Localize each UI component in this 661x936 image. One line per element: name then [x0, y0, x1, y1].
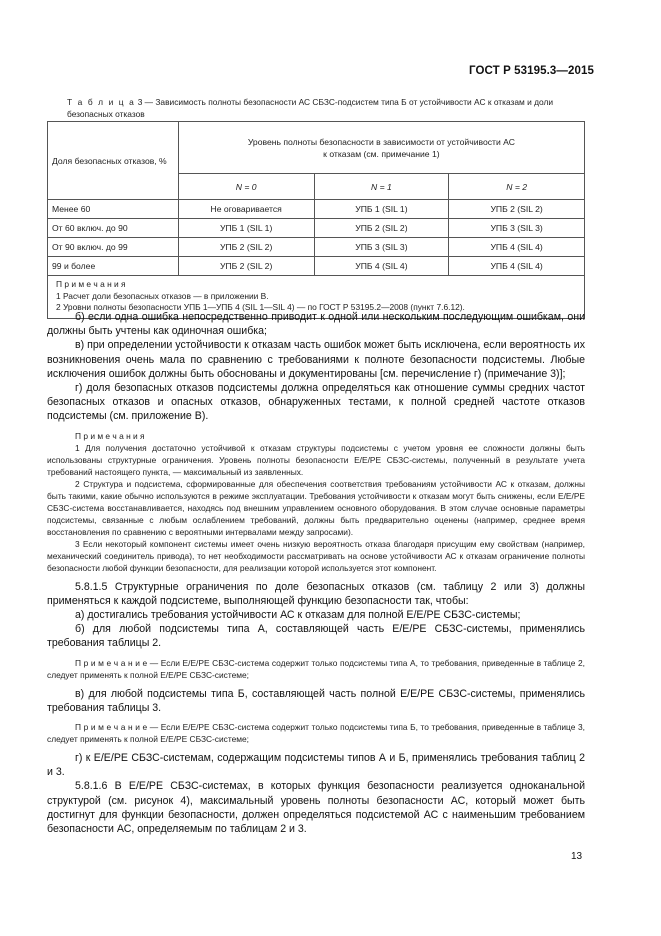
table-note-1: 1 Расчет доли безопасных отказов — в приложении В.: [56, 290, 269, 301]
note-2: 2 Структура и подсистема, сформированные для обеспечения соответствия требованиям устойчивости АС к отказам, должны быть такими, какие обычно используются в режиме эксплуатации. Требования устойчивости к отказам могут быть снижены, если E/E/PE СБЗС-система восстанавливается, находясь под внешним управлением основного оборудования. В этом случае основные параметры подсистемы, связанные с любым ослаблением требований, должны быть предварительно оценены (например, среднее время восстановления по сравнению с вероятными интервалами между запросами).: [47, 478, 585, 537]
standard-header: ГОСТ Р 53195.3—2015: [469, 65, 594, 77]
cell: УПБ 4 (SIL 4): [449, 238, 585, 257]
header-n0: N = 0: [178, 174, 314, 200]
row-label: От 60 включ. до 90: [48, 219, 179, 238]
header-group-line2: к отказам (см. примечание 1): [323, 148, 440, 159]
cell: УПБ 2 (SIL 2): [178, 257, 314, 276]
row-label: От 90 включ. до 99: [48, 238, 179, 257]
item-g: г) доля безопасных отказов подсистемы должна определяться как отношение суммы средних частот безопасных отказов и опасных отказов, обнаруженных тестами, к полной средней частоте отказов подсистемы (см. приложение В).: [47, 382, 585, 423]
header-group: [178, 122, 584, 174]
cell: УПБ 2 (SIL 2): [178, 238, 314, 257]
table-row: [48, 200, 585, 219]
item-b: б) если одна ошибка непосредственно приводит к одной или нескольким последующим ошибкам, они должны быть учтены как одиночная ошибка;: [47, 311, 585, 338]
cell: УПБ 4 (SIL 4): [449, 257, 585, 276]
table-notes-title: П р и м е ч а н и я: [56, 279, 126, 289]
table-header-row: [48, 122, 585, 174]
clause-5-8-1-6: 5.8.1.6 В E/E/PE СБЗС-системах, в которых функция безопасности реализуется одноканальной структурой (см. рисунок 4), максимальный уровень полноты безопасности АС, который может быть достигнут для функции безопасности, должен определяться подсистемой АС с наименьшим требованием безопасности АС, определяемым по таблицам 2 и 3.: [47, 780, 585, 836]
header-n2: N = 2: [449, 174, 585, 200]
row-label: 99 и более: [48, 257, 179, 276]
table-caption: [67, 96, 587, 120]
item-v: в) при определении устойчивости к отказам часть ошибок может быть исключена, если вероятность их возникновения очень мала по сравнению с требованиями к полноте безопасности подсистемы. Любые исключения ошибок должны быть обоснованы и документированы [см. перечисление г) (примечание 3)];: [47, 339, 585, 380]
notes-title: П р и м е ч а н и я: [75, 430, 145, 441]
cell: Не оговаривается: [178, 200, 314, 219]
cell: УПБ 3 (SIL 3): [314, 238, 449, 257]
note-type-a: П р и м е ч а н и е — Если E/E/PE СБЗС-система содержит только подсистемы типа А, то требования, приведенные в таблице 2, следует применять к полной E/E/PE СБЗС-системе;: [47, 657, 585, 680]
clause-item-a: а) достигались требования устойчивости АС к отказам для полной E/E/PE СБЗС-системы;: [75, 609, 521, 622]
page-number: 13: [571, 851, 583, 862]
table-3: [47, 121, 585, 319]
header-group-line1: Уровень полноты безопасности в зависимости от устойчивости АС: [247, 136, 515, 147]
cell: УПБ 1 (SIL 1): [314, 200, 449, 219]
note-type-b: П р и м е ч а н и е — Если E/E/PE СБЗС-система содержит только подсистемы типа Б, то требования, приведенные в таблице 3, следует применять к полной E/E/PE СБЗС-системе;: [47, 722, 585, 745]
cell: УПБ 3 (SIL 3): [449, 219, 585, 238]
header-safe-failure-fraction: Доля безопасных отказов, %: [48, 122, 179, 200]
table-caption-text: 3 — Зависимость полноты безопасности АС СБЗС-подсистем типа Б от устойчивости АС к отказам и доли безопасных отказов: [67, 97, 554, 119]
body-text: [47, 310, 585, 836]
table-row: [48, 219, 585, 238]
clause-5-8-1-5: 5.8.1.5 Структурные ограничения по доле безопасных отказов (см. таблицу 2 или 3) должны применяться к каждой подсистеме, выполняющей функцию безопасности так, чтобы:: [47, 580, 585, 607]
table-row: [48, 257, 585, 276]
cell: УПБ 2 (SIL 2): [449, 200, 585, 219]
cell: УПБ 2 (SIL 2): [314, 219, 449, 238]
header-n1: N = 1: [314, 174, 449, 200]
cell: УПБ 4 (SIL 4): [314, 257, 449, 276]
clause-item-g: г) к E/E/PE СБЗС-системам, содержащим подсистемы типов А и Б, применялись требования таблиц 2 и 3.: [47, 752, 585, 779]
note-1: 1 Для получения достаточно устойчивой к отказам структуры подсистемы с учетом уровня ее сложности должны быть использованы структурные ограничения. Уровень полноты безопасности E/E/PE СБЗС-системы, полученный в результате учета требований настоящего пункта, — максимальный из заявленных.: [47, 442, 585, 477]
clause-item-v: в) для любой подсистемы типа Б, составляющей часть полной E/E/PE СБЗС-системы, применялись требования таблицы 3.: [47, 687, 585, 714]
notes-block: [47, 430, 585, 574]
table-caption-prefix: Т а б л и ц а: [67, 97, 136, 107]
row-label: Менее 60: [48, 200, 179, 219]
clause-item-b: б) для любой подсистемы типа А, составляющей часть E/E/PE СБЗС-системы, применялись требования таблицы 2.: [47, 623, 585, 650]
table-row: [48, 238, 585, 257]
cell: УПБ 1 (SIL 1): [178, 219, 314, 238]
note-3: 3 Если некоторый компонент системы имеет очень низкую вероятность отказа благодаря присущим ему свойствам (например, механический соединитель привода), то нет необходимости рассматривать на основе устойчивости АС к отказам ограничение полноты безопасности любой функции безопасности, для реализации которой используется этот компонент.: [47, 538, 585, 573]
table-note-2: 2 Уровни полноты безопасности УПБ 1—УПБ 4 (SIL 1—SIL 4) — по ГОСТ Р 53195.2—2008 (пункт 7.6.12).: [56, 302, 465, 312]
